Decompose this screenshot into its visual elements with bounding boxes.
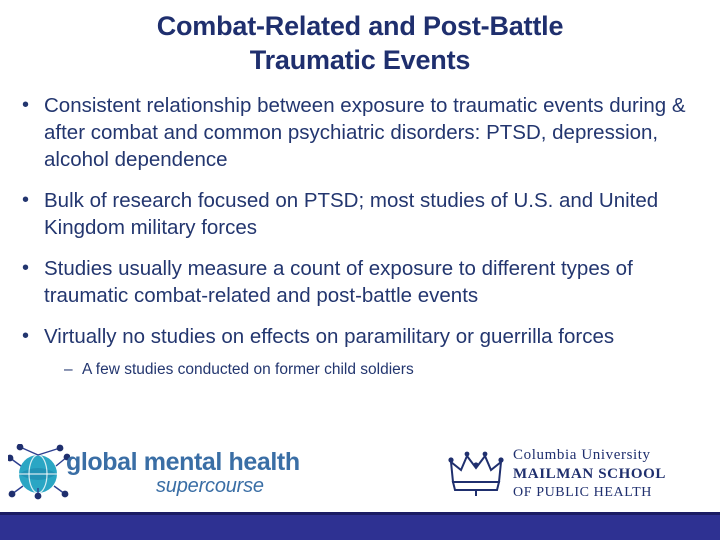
page-title-line-2: Traumatic Events bbox=[249, 44, 471, 75]
columbia-line-1: Columbia University bbox=[513, 447, 651, 463]
bullet-marker: • bbox=[22, 94, 30, 116]
columbia-line-2: MAILMAN SCHOOL bbox=[513, 465, 666, 482]
list-item-text: Studies usually measure a count of exposure to different types of traumatic combat-related and post-battle events bbox=[44, 257, 633, 308]
footer-accent-line bbox=[0, 512, 720, 515]
list-item bbox=[22, 187, 704, 241]
global-mental-health-logo bbox=[8, 442, 328, 504]
sub-list-item-text: A few studies conducted on former child soldiers bbox=[82, 361, 414, 379]
page-title-line-1: Combat-Related and Post-Battle bbox=[156, 11, 564, 41]
sub-list-item bbox=[64, 360, 704, 380]
columbia-university-logo bbox=[447, 442, 702, 504]
sub-bullet-marker: – bbox=[64, 361, 73, 379]
bullet-marker: • bbox=[22, 189, 30, 212]
list-item bbox=[22, 323, 704, 350]
bullet-marker: • bbox=[22, 257, 30, 280]
page-title bbox=[40, 10, 680, 78]
globe-network-icon bbox=[8, 444, 70, 500]
list-item-text: Virtually no studies on effects on paramilitary or guerrilla forces bbox=[44, 325, 615, 349]
list-item bbox=[22, 255, 704, 309]
supercourse-wordmark: supercourse bbox=[156, 475, 264, 497]
list-item bbox=[22, 92, 704, 173]
columbia-line-3: OF PUBLIC HEALTH bbox=[513, 484, 652, 500]
list-item-text: Bulk of research focused on PTSD; most studies of U.S. and United Kingdom military forces bbox=[44, 189, 659, 240]
columbia-wordmark bbox=[513, 446, 703, 501]
global-mental-health-wordmark: global mental health bbox=[66, 448, 300, 476]
list-item-text: Consistent relationship between exposure to traumatic events during & after combat and common psychiatric disorders: PTSD, depression, alcohol dependence bbox=[44, 94, 686, 172]
slide-body bbox=[22, 92, 704, 381]
footer-bar bbox=[0, 512, 720, 540]
crown-icon bbox=[447, 446, 505, 498]
bullet-marker: • bbox=[22, 325, 30, 348]
